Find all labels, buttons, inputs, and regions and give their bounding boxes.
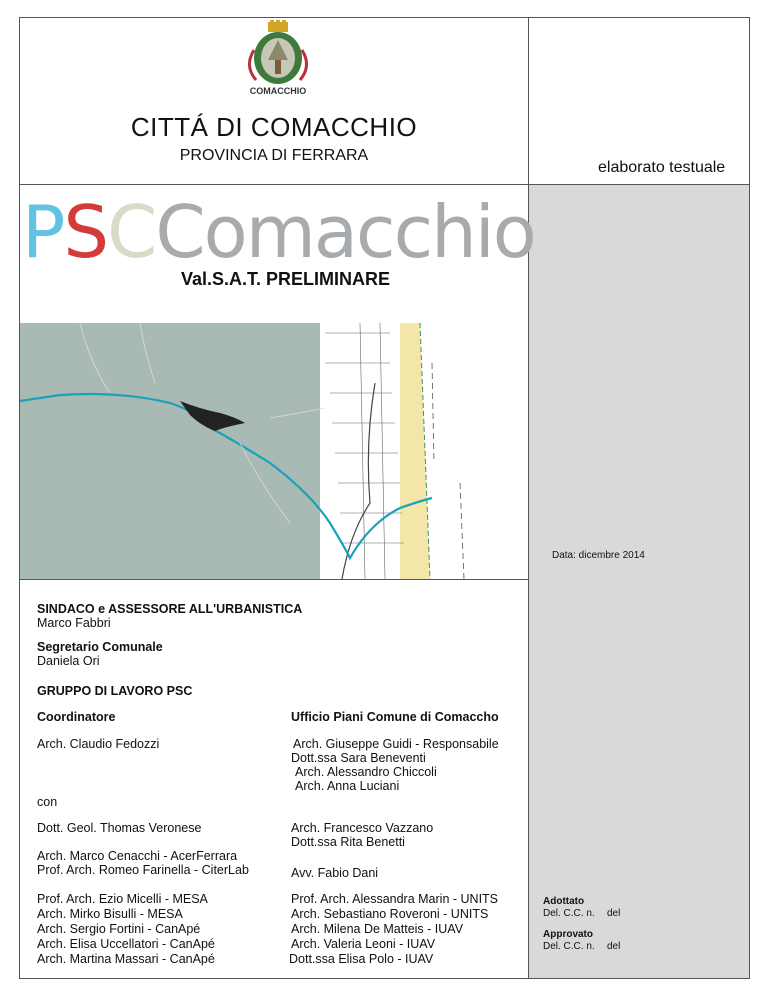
coordinator-heading: Coordinatore <box>37 710 116 724</box>
logo-comacchio: Comacchio <box>155 190 535 274</box>
adopted-heading: Adottato <box>543 896 585 907</box>
psc-comacchio-logo <box>22 192 535 272</box>
logo-text: COMACCHIO <box>249 86 307 96</box>
team-member: Arch. Elisa Uccellatori - CanApé <box>37 937 215 951</box>
province-name: PROVINCIA DI FERRARA <box>179 147 369 164</box>
with-label: con <box>37 795 58 809</box>
logo-s: S <box>63 190 108 274</box>
document-date: Data: dicembre 2014 <box>552 550 645 561</box>
team-member: Arch. Milena De Matteis - IUAV <box>291 922 464 936</box>
team-member: Arch. Martina Massari - CanApé <box>37 952 215 966</box>
team-member: Arch. Marco Cenacchi - AcerFerrara <box>37 849 238 863</box>
adopted-del: del <box>607 908 621 919</box>
header-divider <box>19 184 750 185</box>
lagoon-area <box>20 323 320 579</box>
office-member: Arch. Alessandro Chiccoli <box>295 765 437 779</box>
comacchio-coat-of-arms-logo <box>230 20 326 102</box>
approved-heading: Approvato <box>543 929 593 940</box>
team-member: Prof. Arch. Romeo Farinella - CiterLab <box>37 863 249 877</box>
coordinator-name: Arch. Claudio Fedozzi <box>37 737 160 751</box>
mayor-name: Marco Fabbri <box>37 616 111 630</box>
office-member: Dott.ssa Sara Beneventi <box>291 751 426 765</box>
team-heading: GRUPPO DI LAVORO PSC <box>37 684 193 698</box>
secretary-heading: Segretario Comunale <box>37 640 163 654</box>
team-member: Prof. Arch. Alessandra Marin - UNITS <box>291 892 499 906</box>
adopted-line: Del. C.C. n. <box>543 908 595 919</box>
logo-p: P <box>22 190 64 274</box>
city-title: CITTÁ DI COMACCHIO <box>130 112 418 142</box>
document-type: elaborato testuale <box>598 159 726 176</box>
team-member: Dott. Geol. Thomas Veronese <box>37 821 202 835</box>
team-member: Dott.ssa Elisa Polo - IUAV <box>289 952 434 966</box>
team-member: Arch. Francesco Vazzano <box>291 821 434 835</box>
logo-c: C <box>107 190 156 274</box>
document-subtitle: Val.S.A.T. PRELIMINARE <box>181 269 391 289</box>
team-member: Prof. Arch. Ezio Micelli - MESA <box>37 892 208 906</box>
team-member: Arch. Sergio Fortini - CanApé <box>37 922 201 936</box>
territory-map <box>20 323 528 579</box>
team-member: Avv. Fabio Dani <box>291 866 379 880</box>
approved-line: Del. C.C. n. <box>543 941 595 952</box>
team-member: Arch. Mirko Bisulli - MESA <box>37 907 183 921</box>
secretary-name: Daniela Ori <box>37 654 100 668</box>
map-divider <box>19 579 529 580</box>
team-member: Arch. Sebastiano Roveroni - UNITS <box>291 907 489 921</box>
mayor-heading: SINDACO e ASSESSORE ALL'URBANISTICA <box>37 602 303 616</box>
office-member: Arch. Anna Luciani <box>295 779 400 793</box>
side-column <box>529 185 749 978</box>
approved-del: del <box>607 941 621 952</box>
team-member: Arch. Valeria Leoni - IUAV <box>291 937 436 951</box>
office-heading: Ufficio Piani Comune di Comaccho <box>291 710 499 724</box>
team-member: Dott.ssa Rita Benetti <box>291 835 405 849</box>
office-member: Arch. Giuseppe Guidi - Responsabile <box>293 737 499 751</box>
